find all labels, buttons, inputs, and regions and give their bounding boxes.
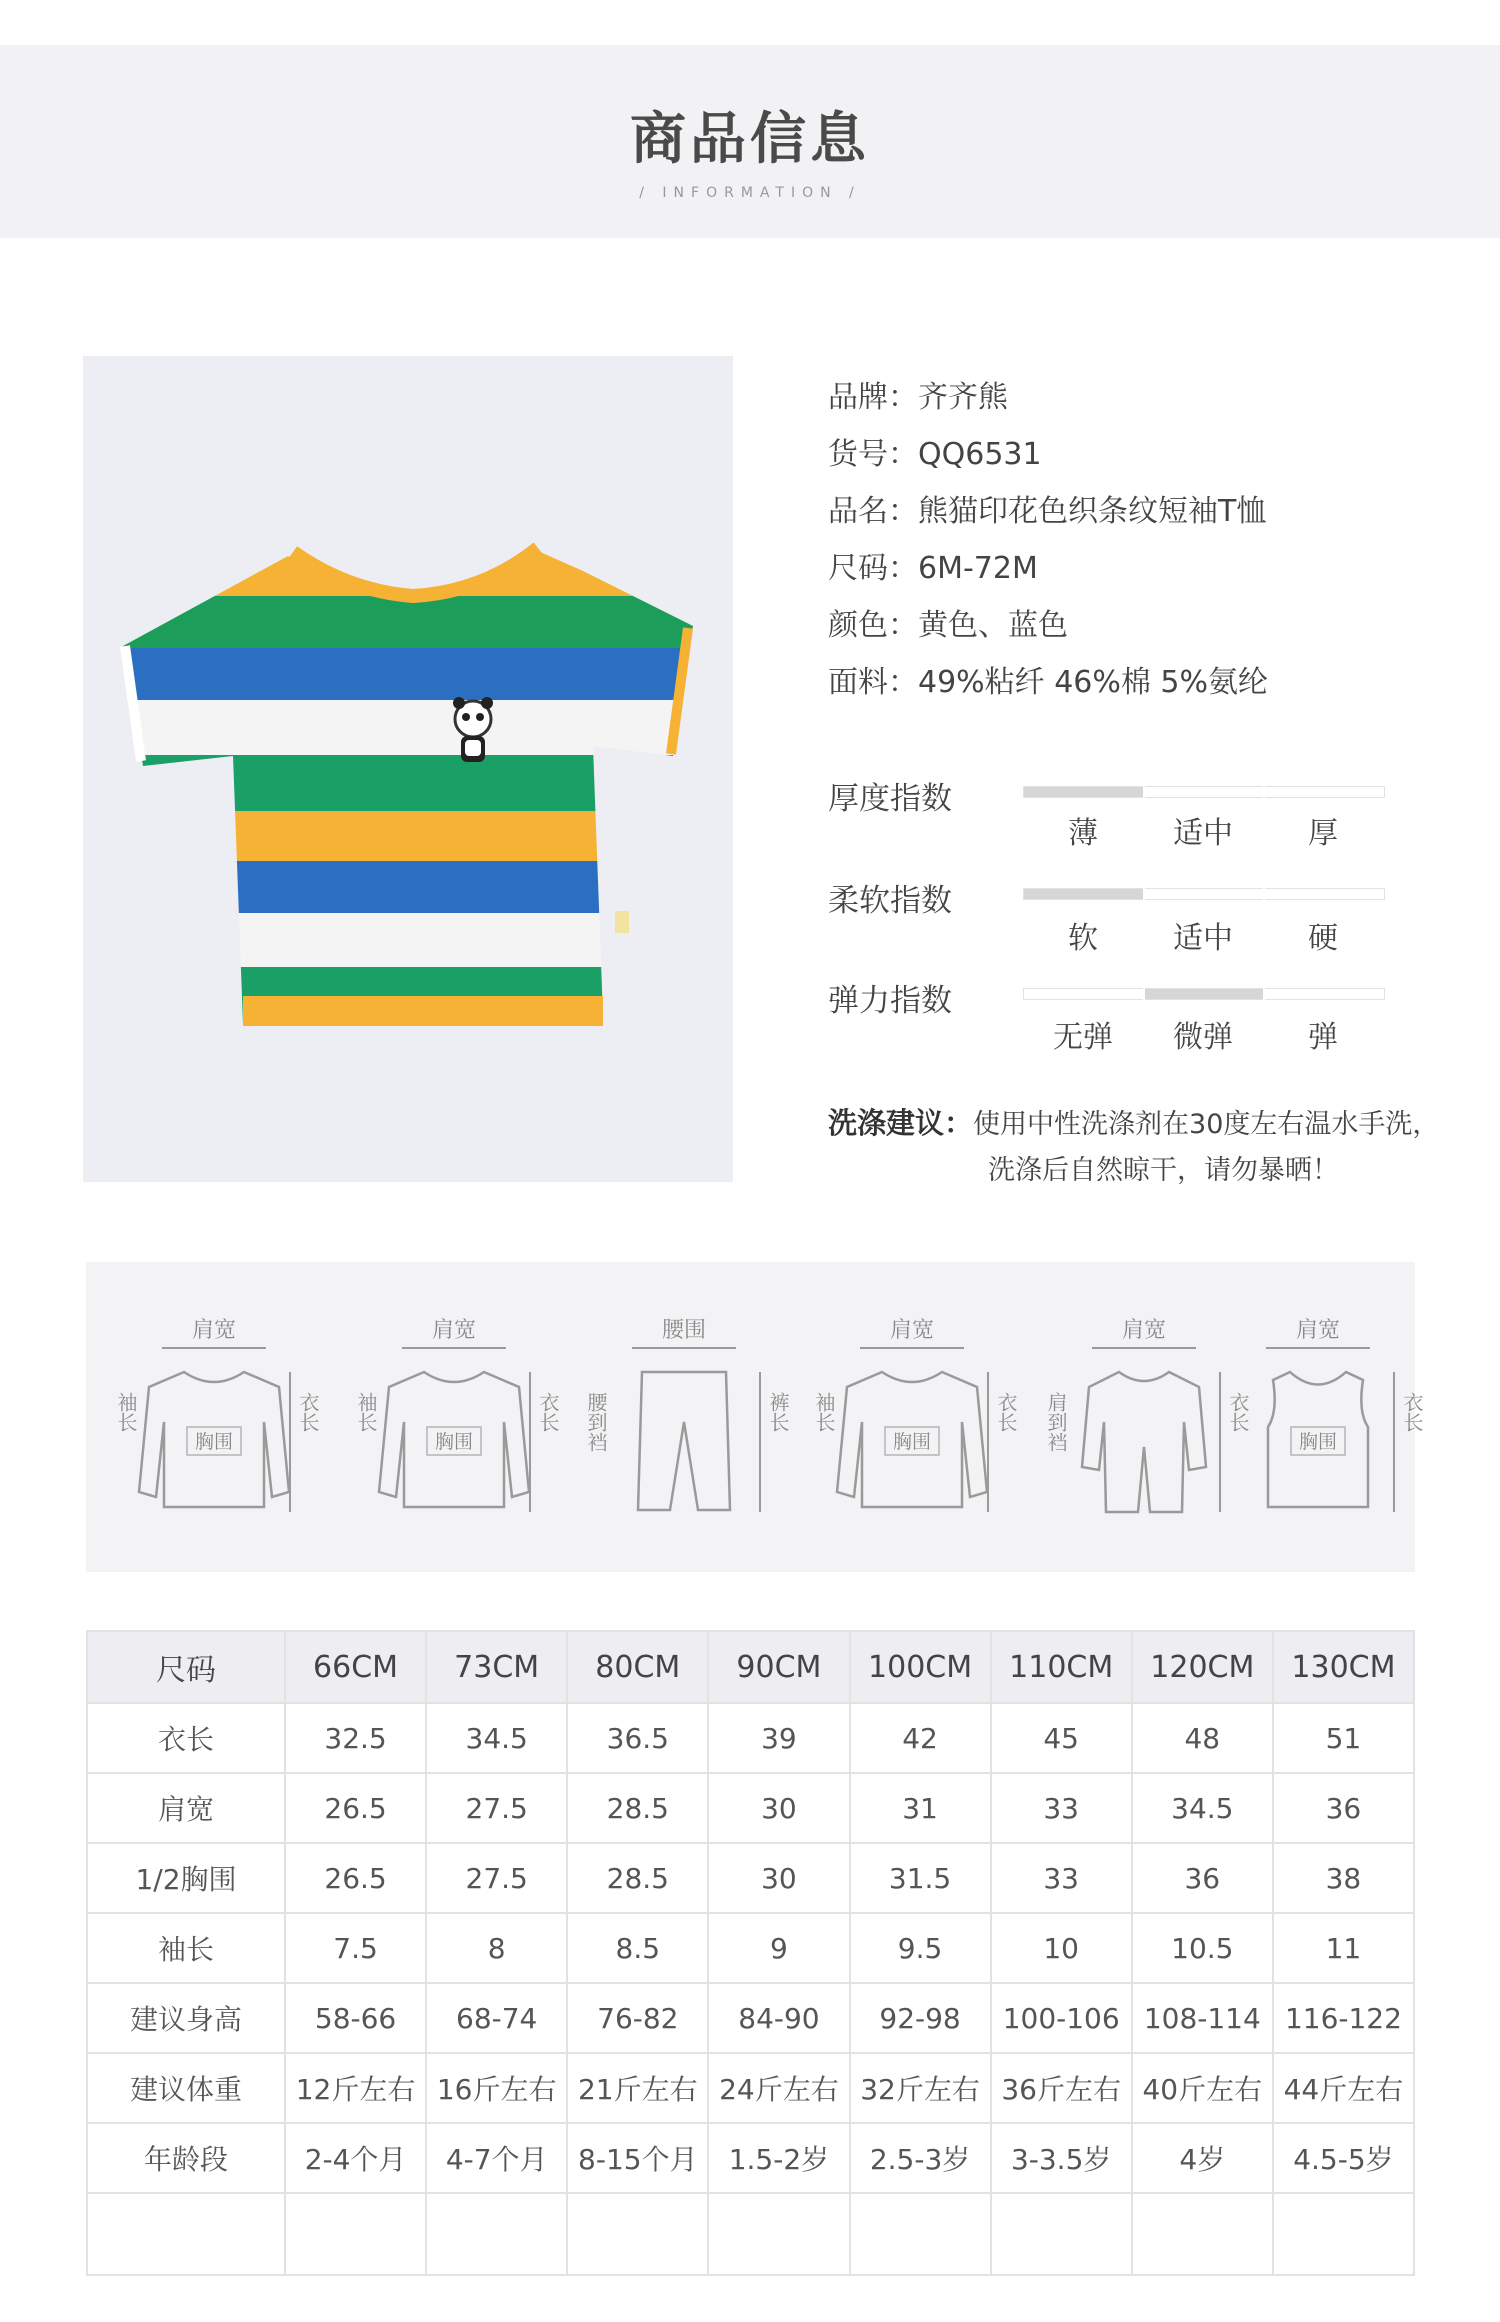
table-row-label: 年龄段 — [87, 2123, 285, 2193]
table-cell: 2.5-3岁 — [850, 2123, 991, 2193]
table-cell: 92-98 — [850, 1983, 991, 2053]
table-cell: 39 — [708, 1703, 849, 1773]
page-title: 商品信息 — [630, 107, 870, 172]
table-header-cell: 110CM — [991, 1631, 1132, 1703]
table-cell: 36斤左右 — [991, 2053, 1132, 2123]
diagram-center-label: 胸围 — [434, 1431, 474, 1453]
table-cell: 8-15个月 — [567, 2123, 708, 2193]
table-cell: 7.5 — [285, 1913, 426, 1983]
hoodie-diagram-icon — [812, 1318, 1018, 1512]
thickness-index-label: 厚度指数 — [828, 781, 952, 817]
table-header-cell: 尺码 — [87, 1631, 285, 1703]
table-row — [87, 2123, 1414, 2193]
thickness-index-bar — [1023, 786, 1385, 798]
table-row-label: 袖长 — [87, 1913, 285, 1983]
diagram-right-label: 衣长 — [296, 1392, 320, 1432]
table-cell: 10 — [991, 1913, 1132, 1983]
diagram-top-label: 肩宽 — [431, 1318, 477, 1343]
diagram-right-label: 衣长 — [1226, 1392, 1250, 1432]
diagram-top-label: 肩宽 — [1295, 1318, 1341, 1343]
table-cell: 36 — [1273, 1773, 1414, 1843]
shirt-diagram-icon — [114, 1318, 320, 1512]
elasticity-index-label: 弹力指数 — [828, 983, 952, 1019]
info-fabric: 面料：49%粘纤 46%棉 5%氨纶 — [828, 665, 1269, 700]
diagram-right-label: 裤长 — [766, 1392, 790, 1432]
table-cell: 28.5 — [567, 1773, 708, 1843]
table-row-label: 1/2胸围 — [87, 1843, 285, 1913]
table-cell: 38 — [1273, 1843, 1414, 1913]
table-cell: 40斤左右 — [1132, 2053, 1273, 2123]
diagram-center-label: 胸围 — [194, 1431, 234, 1453]
info-name: 品名：熊猫印花色织条纹短袖T恤 — [828, 494, 1267, 529]
table-cell: 45 — [991, 1703, 1132, 1773]
diagram-center-label: 胸围 — [892, 1431, 932, 1453]
table-cell: 76-82 — [567, 1983, 708, 2053]
table-header-cell: 100CM — [850, 1631, 991, 1703]
table-cell: 24斤左右 — [708, 2053, 849, 2123]
table-cell: 27.5 — [426, 1843, 567, 1913]
wash-label: 洗涤建议： — [828, 1106, 974, 1140]
table-row-label: 肩宽 — [87, 1773, 285, 1843]
table-cell: 32斤左右 — [850, 2053, 991, 2123]
table-cell — [426, 2193, 567, 2275]
table-row-label: 衣长 — [87, 1703, 285, 1773]
table-cell: 44斤左右 — [1273, 2053, 1414, 2123]
table-cell: 2-4个月 — [285, 2123, 426, 2193]
table-cell: 42 — [850, 1703, 991, 1773]
table-cell: 11 — [1273, 1913, 1414, 1983]
thickness-option: 薄 — [1068, 816, 1098, 851]
table-cell: 30 — [708, 1773, 849, 1843]
info-size: 尺码：6M-72M — [828, 551, 1038, 586]
measurement-diagrams — [86, 1262, 1424, 1572]
table-header-cell: 80CM — [567, 1631, 708, 1703]
diagram-left-label: 袖长 — [114, 1392, 138, 1432]
table-cell: 34.5 — [426, 1703, 567, 1773]
softness-option: 硬 — [1308, 921, 1338, 956]
table-cell: 31 — [850, 1773, 991, 1843]
elasticity-option: 弹 — [1308, 1020, 1338, 1055]
softness-option: 适中 — [1173, 921, 1233, 956]
table-row — [87, 1773, 1414, 1843]
table-cell: 28.5 — [567, 1843, 708, 1913]
table-cell — [567, 2193, 708, 2275]
wash-line-1: 使用中性洗涤剂在30度左右温水手洗， — [973, 1109, 1440, 1140]
table-header-cell: 130CM — [1273, 1631, 1414, 1703]
info-color: 颜色：黄色、蓝色 — [828, 608, 1068, 643]
table-cell: 8 — [426, 1913, 567, 1983]
table-cell: 51 — [1273, 1703, 1414, 1773]
thickness-option: 适中 — [1173, 816, 1233, 851]
table-cell: 34.5 — [1132, 1773, 1273, 1843]
elasticity-option: 无弹 — [1053, 1020, 1113, 1055]
table-row — [87, 1843, 1414, 1913]
wash-line-2: 洗涤后自然晾干，请勿暴晒！ — [988, 1155, 1339, 1186]
table-cell: 36.5 — [567, 1703, 708, 1773]
diagram-left-label: 肩到裆 — [1044, 1392, 1068, 1452]
table-header-cell: 90CM — [708, 1631, 849, 1703]
table-cell: 16斤左右 — [426, 2053, 567, 2123]
table-row-empty — [87, 2193, 1414, 2275]
softness-index-bar — [1023, 888, 1385, 900]
vest-diagram-icon — [1266, 1318, 1424, 1512]
table-row-label: 建议体重 — [87, 2053, 285, 2123]
table-cell: 33 — [991, 1773, 1132, 1843]
diagram-left-label: 袖长 — [812, 1392, 836, 1432]
diagram-left-label: 袖长 — [354, 1392, 378, 1432]
softness-option: 软 — [1068, 921, 1098, 956]
table-cell — [991, 2193, 1132, 2275]
table-cell: 84-90 — [708, 1983, 849, 2053]
thickness-option: 厚 — [1308, 816, 1338, 851]
table-header-cell: 120CM — [1132, 1631, 1273, 1703]
info-brand: 品牌：齐齐熊 — [828, 380, 1008, 415]
table-cell: 27.5 — [426, 1773, 567, 1843]
table-row — [87, 2053, 1414, 2123]
table-cell — [1273, 2193, 1414, 2275]
table-cell: 9.5 — [850, 1913, 991, 1983]
diagram-top-label: 肩宽 — [191, 1318, 237, 1343]
table-cell: 108-114 — [1132, 1983, 1273, 2053]
table-cell: 31.5 — [850, 1843, 991, 1913]
sweater-diagram-icon — [354, 1318, 560, 1512]
product-photo — [83, 356, 733, 1182]
page-subtitle: / INFORMATION / — [639, 185, 861, 201]
table-cell: 4-7个月 — [426, 2123, 567, 2193]
table-row-label: 建议身高 — [87, 1983, 285, 2053]
softness-index-label: 柔软指数 — [828, 883, 952, 919]
table-header-cell: 66CM — [285, 1631, 426, 1703]
elasticity-index-bar — [1023, 988, 1385, 1000]
table-cell: 36 — [1132, 1843, 1273, 1913]
table-row — [87, 1983, 1414, 2053]
table-cell: 12斤左右 — [285, 2053, 426, 2123]
table-cell: 32.5 — [285, 1703, 426, 1773]
table-cell: 116-122 — [1273, 1983, 1414, 2053]
table-cell — [87, 2193, 285, 2275]
elasticity-option: 微弹 — [1173, 1020, 1233, 1055]
table-cell: 4.5-5岁 — [1273, 2123, 1414, 2193]
table-header-cell: 73CM — [426, 1631, 567, 1703]
table-cell: 4岁 — [1132, 2123, 1273, 2193]
table-cell: 100-106 — [991, 1983, 1132, 2053]
table-cell — [850, 2193, 991, 2275]
table-cell: 26.5 — [285, 1843, 426, 1913]
table-cell: 21斤左右 — [567, 2053, 708, 2123]
table-cell: 58-66 — [285, 1983, 426, 2053]
diagram-top-label: 腰围 — [661, 1318, 707, 1343]
size-table-header — [87, 1631, 1414, 1703]
diagram-left-label: 腰到裆 — [584, 1392, 608, 1452]
table-cell: 8.5 — [567, 1913, 708, 1983]
table-cell: 68-74 — [426, 1983, 567, 2053]
diagram-top-label: 肩宽 — [1121, 1318, 1167, 1343]
measurement-diagrams-svg — [86, 1262, 1424, 1572]
diagram-top-label: 肩宽 — [889, 1318, 935, 1343]
elasticity-index-fill — [1144, 989, 1263, 999]
wash-advice — [828, 1100, 1439, 1194]
diagram-center-label: 胸围 — [1298, 1431, 1338, 1453]
diagram-right-label: 衣长 — [994, 1392, 1018, 1432]
table-cell: 26.5 — [285, 1773, 426, 1843]
table-cell: 33 — [991, 1843, 1132, 1913]
size-table — [86, 1630, 1415, 2276]
info-sku: 货号：QQ6531 — [828, 437, 1042, 472]
pants-diagram-icon — [584, 1318, 790, 1512]
diagram-right-label: 衣长 — [536, 1392, 560, 1432]
table-row — [87, 1703, 1414, 1773]
striped-tshirt-with-panda-icon — [83, 356, 733, 1182]
table-cell — [1132, 2193, 1273, 2275]
thickness-index-fill — [1024, 787, 1143, 797]
table-cell: 10.5 — [1132, 1913, 1273, 1983]
table-cell: 3-3.5岁 — [991, 2123, 1132, 2193]
romper-diagram-icon — [1044, 1318, 1250, 1512]
header-band — [0, 45, 1500, 238]
diagram-right-label: 衣长 — [1400, 1392, 1424, 1432]
softness-index-fill — [1024, 889, 1143, 899]
product-info — [828, 372, 1268, 714]
table-cell: 30 — [708, 1843, 849, 1913]
table-cell: 1.5-2岁 — [708, 2123, 849, 2193]
table-cell: 48 — [1132, 1703, 1273, 1773]
table-cell — [708, 2193, 849, 2275]
table-cell — [285, 2193, 426, 2275]
table-cell: 9 — [708, 1913, 849, 1983]
table-row — [87, 1913, 1414, 1983]
